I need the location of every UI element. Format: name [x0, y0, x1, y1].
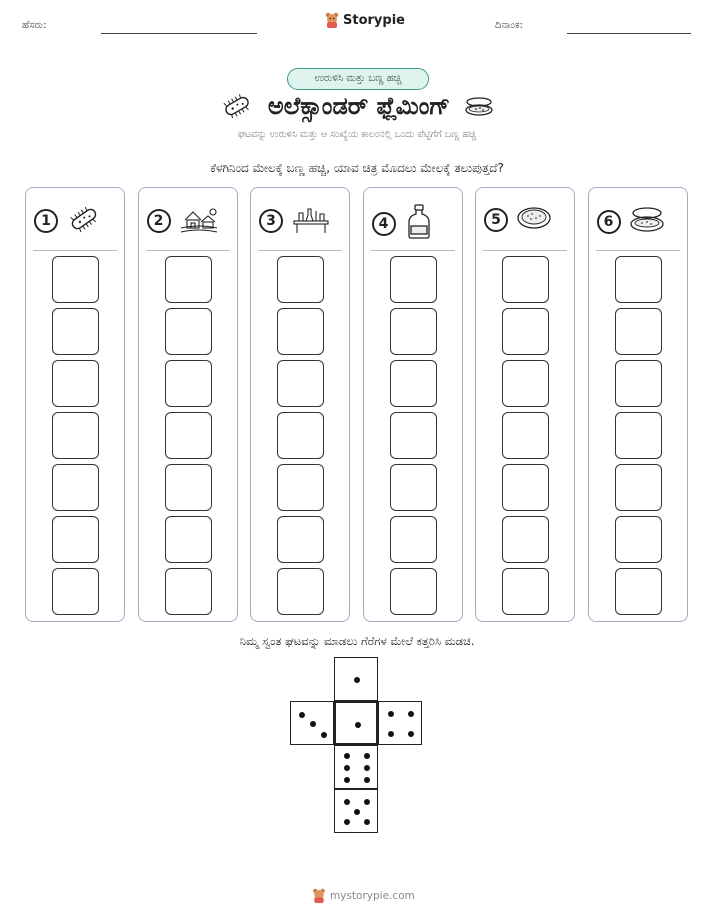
column-number: 6	[597, 210, 621, 234]
dice-pip	[388, 711, 394, 717]
dice-pip	[364, 753, 370, 759]
color-box[interactable]	[502, 568, 549, 615]
color-box[interactable]	[277, 516, 324, 563]
column-header	[34, 204, 102, 238]
color-box[interactable]	[502, 464, 549, 511]
column-number: 5	[484, 208, 508, 232]
color-box[interactable]	[615, 412, 662, 459]
dice-pip	[355, 722, 361, 728]
date-line[interactable]	[567, 33, 691, 34]
column-3	[250, 187, 350, 622]
medicine-bottle-icon	[404, 204, 434, 244]
dice-pip	[344, 765, 350, 771]
dice-face-5	[334, 789, 378, 833]
dice-face-4	[378, 701, 422, 745]
dice-pip	[321, 732, 327, 738]
color-box[interactable]	[390, 464, 437, 511]
column-4	[363, 187, 463, 622]
color-box[interactable]	[52, 308, 99, 355]
column-header	[259, 204, 331, 238]
dice-pip	[364, 799, 370, 805]
farm-icon	[179, 204, 219, 238]
color-box[interactable]	[165, 568, 212, 615]
dice-face-1	[334, 701, 378, 745]
color-box[interactable]	[615, 464, 662, 511]
dice-face-1	[334, 657, 378, 701]
color-box[interactable]	[502, 516, 549, 563]
color-box[interactable]	[277, 360, 324, 407]
column-1	[25, 187, 125, 622]
dice-pip	[354, 677, 360, 683]
column-divider	[33, 250, 117, 251]
column-header	[484, 204, 552, 236]
color-box[interactable]	[390, 256, 437, 303]
column-header	[372, 204, 434, 244]
storypie-bear-icon	[325, 12, 339, 28]
footer-url: mystorypie.com	[330, 889, 415, 902]
page-title-row	[0, 92, 714, 120]
column-number: 3	[259, 209, 283, 233]
column-divider	[258, 250, 342, 251]
dice-face-6	[334, 745, 378, 789]
dice-pip	[364, 819, 370, 825]
column-divider	[483, 250, 567, 251]
petri-dish-icon	[516, 204, 552, 236]
dice-pip	[408, 731, 414, 737]
column-number: 1	[34, 209, 58, 233]
name-line[interactable]	[101, 33, 257, 34]
dice-pip	[364, 765, 370, 771]
color-box[interactable]	[165, 412, 212, 459]
petri-dish-icon	[464, 94, 494, 118]
dice-instruction: ನಿಮ್ಮ ಸ್ವಂತ ಘಟವನ್ನು ಮಾಡಲು ಗೆರೆಗಳ ಮೇಲೆ ಕತ್ತರಿಸಿ ಮಡಚಿ.	[239, 634, 475, 648]
column-divider	[596, 250, 680, 251]
color-box[interactable]	[615, 308, 662, 355]
color-box[interactable]	[165, 256, 212, 303]
column-divider	[146, 250, 230, 251]
color-box[interactable]	[52, 568, 99, 615]
color-box[interactable]	[52, 256, 99, 303]
bacterium-icon	[220, 94, 254, 118]
brand	[325, 12, 405, 28]
brand-name: Storypie	[343, 12, 405, 28]
color-box[interactable]	[52, 412, 99, 459]
column-header	[597, 204, 665, 240]
dice-pip	[344, 799, 350, 805]
color-box[interactable]	[390, 360, 437, 407]
dice-pip	[344, 819, 350, 825]
column-5	[475, 187, 575, 622]
dice-pip	[354, 809, 360, 815]
storypie-bear-icon	[312, 888, 326, 903]
color-box[interactable]	[390, 412, 437, 459]
column-divider	[371, 250, 455, 251]
color-box[interactable]	[390, 516, 437, 563]
color-box[interactable]	[615, 256, 662, 303]
color-box[interactable]	[277, 412, 324, 459]
color-box[interactable]	[502, 256, 549, 303]
color-box[interactable]	[615, 516, 662, 563]
dice-pip	[408, 711, 414, 717]
color-box[interactable]	[52, 516, 99, 563]
lab-bench-icon	[291, 204, 331, 238]
color-box[interactable]	[502, 308, 549, 355]
name-label: ಹೆಸರು:	[22, 20, 47, 31]
color-box[interactable]	[165, 360, 212, 407]
dice-pip	[344, 777, 350, 783]
column-6	[588, 187, 688, 622]
open-petri-dish-icon	[629, 204, 665, 240]
activity-pill: ಉರುಳಿಸಿ ಮತ್ತು ಬಣ್ಣ ಹಚ್ಚಿ	[287, 68, 429, 90]
footer	[312, 888, 415, 903]
color-box[interactable]	[390, 308, 437, 355]
page-title: ಅಲೆಕ್ಸಾಂಡರ್ ಫ್ಲೆಮಿಂಗ್	[267, 92, 451, 120]
dice-pip	[344, 753, 350, 759]
column-number: 4	[372, 212, 396, 236]
color-box[interactable]	[52, 464, 99, 511]
column-2	[138, 187, 238, 622]
dice-pip	[310, 721, 316, 727]
column-header	[147, 204, 219, 238]
color-box[interactable]	[615, 568, 662, 615]
column-number: 2	[147, 209, 171, 233]
dice-pip	[364, 777, 370, 783]
dice-pip	[388, 731, 394, 737]
date-label: ದಿನಾಂಕ:	[495, 20, 523, 31]
color-box[interactable]	[502, 412, 549, 459]
color-box[interactable]	[165, 308, 212, 355]
color-box[interactable]	[165, 464, 212, 511]
color-box[interactable]	[277, 568, 324, 615]
color-box[interactable]	[52, 360, 99, 407]
color-box[interactable]	[390, 568, 437, 615]
dice-face-3	[290, 701, 334, 745]
dice-pip	[299, 712, 305, 718]
bacterium-icon	[66, 204, 102, 238]
color-box[interactable]	[277, 308, 324, 355]
color-box[interactable]	[165, 516, 212, 563]
color-box[interactable]	[277, 464, 324, 511]
question: ಕೆಳಗಿನಿಂದ ಮೇಲಕ್ಕೆ ಬಣ್ಣ ಹಚ್ಚಿ, ಯಾವ ಚಿತ್ರ ಮೊದಲು ಮೇಲಕ್ಕೆ ತಲುಪುತ್ತದೆ?	[210, 161, 504, 175]
subtitle: ಘಟವನ್ನು ಉರುಳಿಸಿ ಮತ್ತು ಆ ಸಂಖ್ಯೆಯ ಕಾಲಂನಲ್ಲಿ ಒಂದು ಪೆಟ್ಟಿಗೆಗೆ ಬಣ್ಣ ಹಚ್ಚಿ	[237, 129, 477, 140]
color-box[interactable]	[615, 360, 662, 407]
color-box[interactable]	[502, 360, 549, 407]
color-box[interactable]	[277, 256, 324, 303]
